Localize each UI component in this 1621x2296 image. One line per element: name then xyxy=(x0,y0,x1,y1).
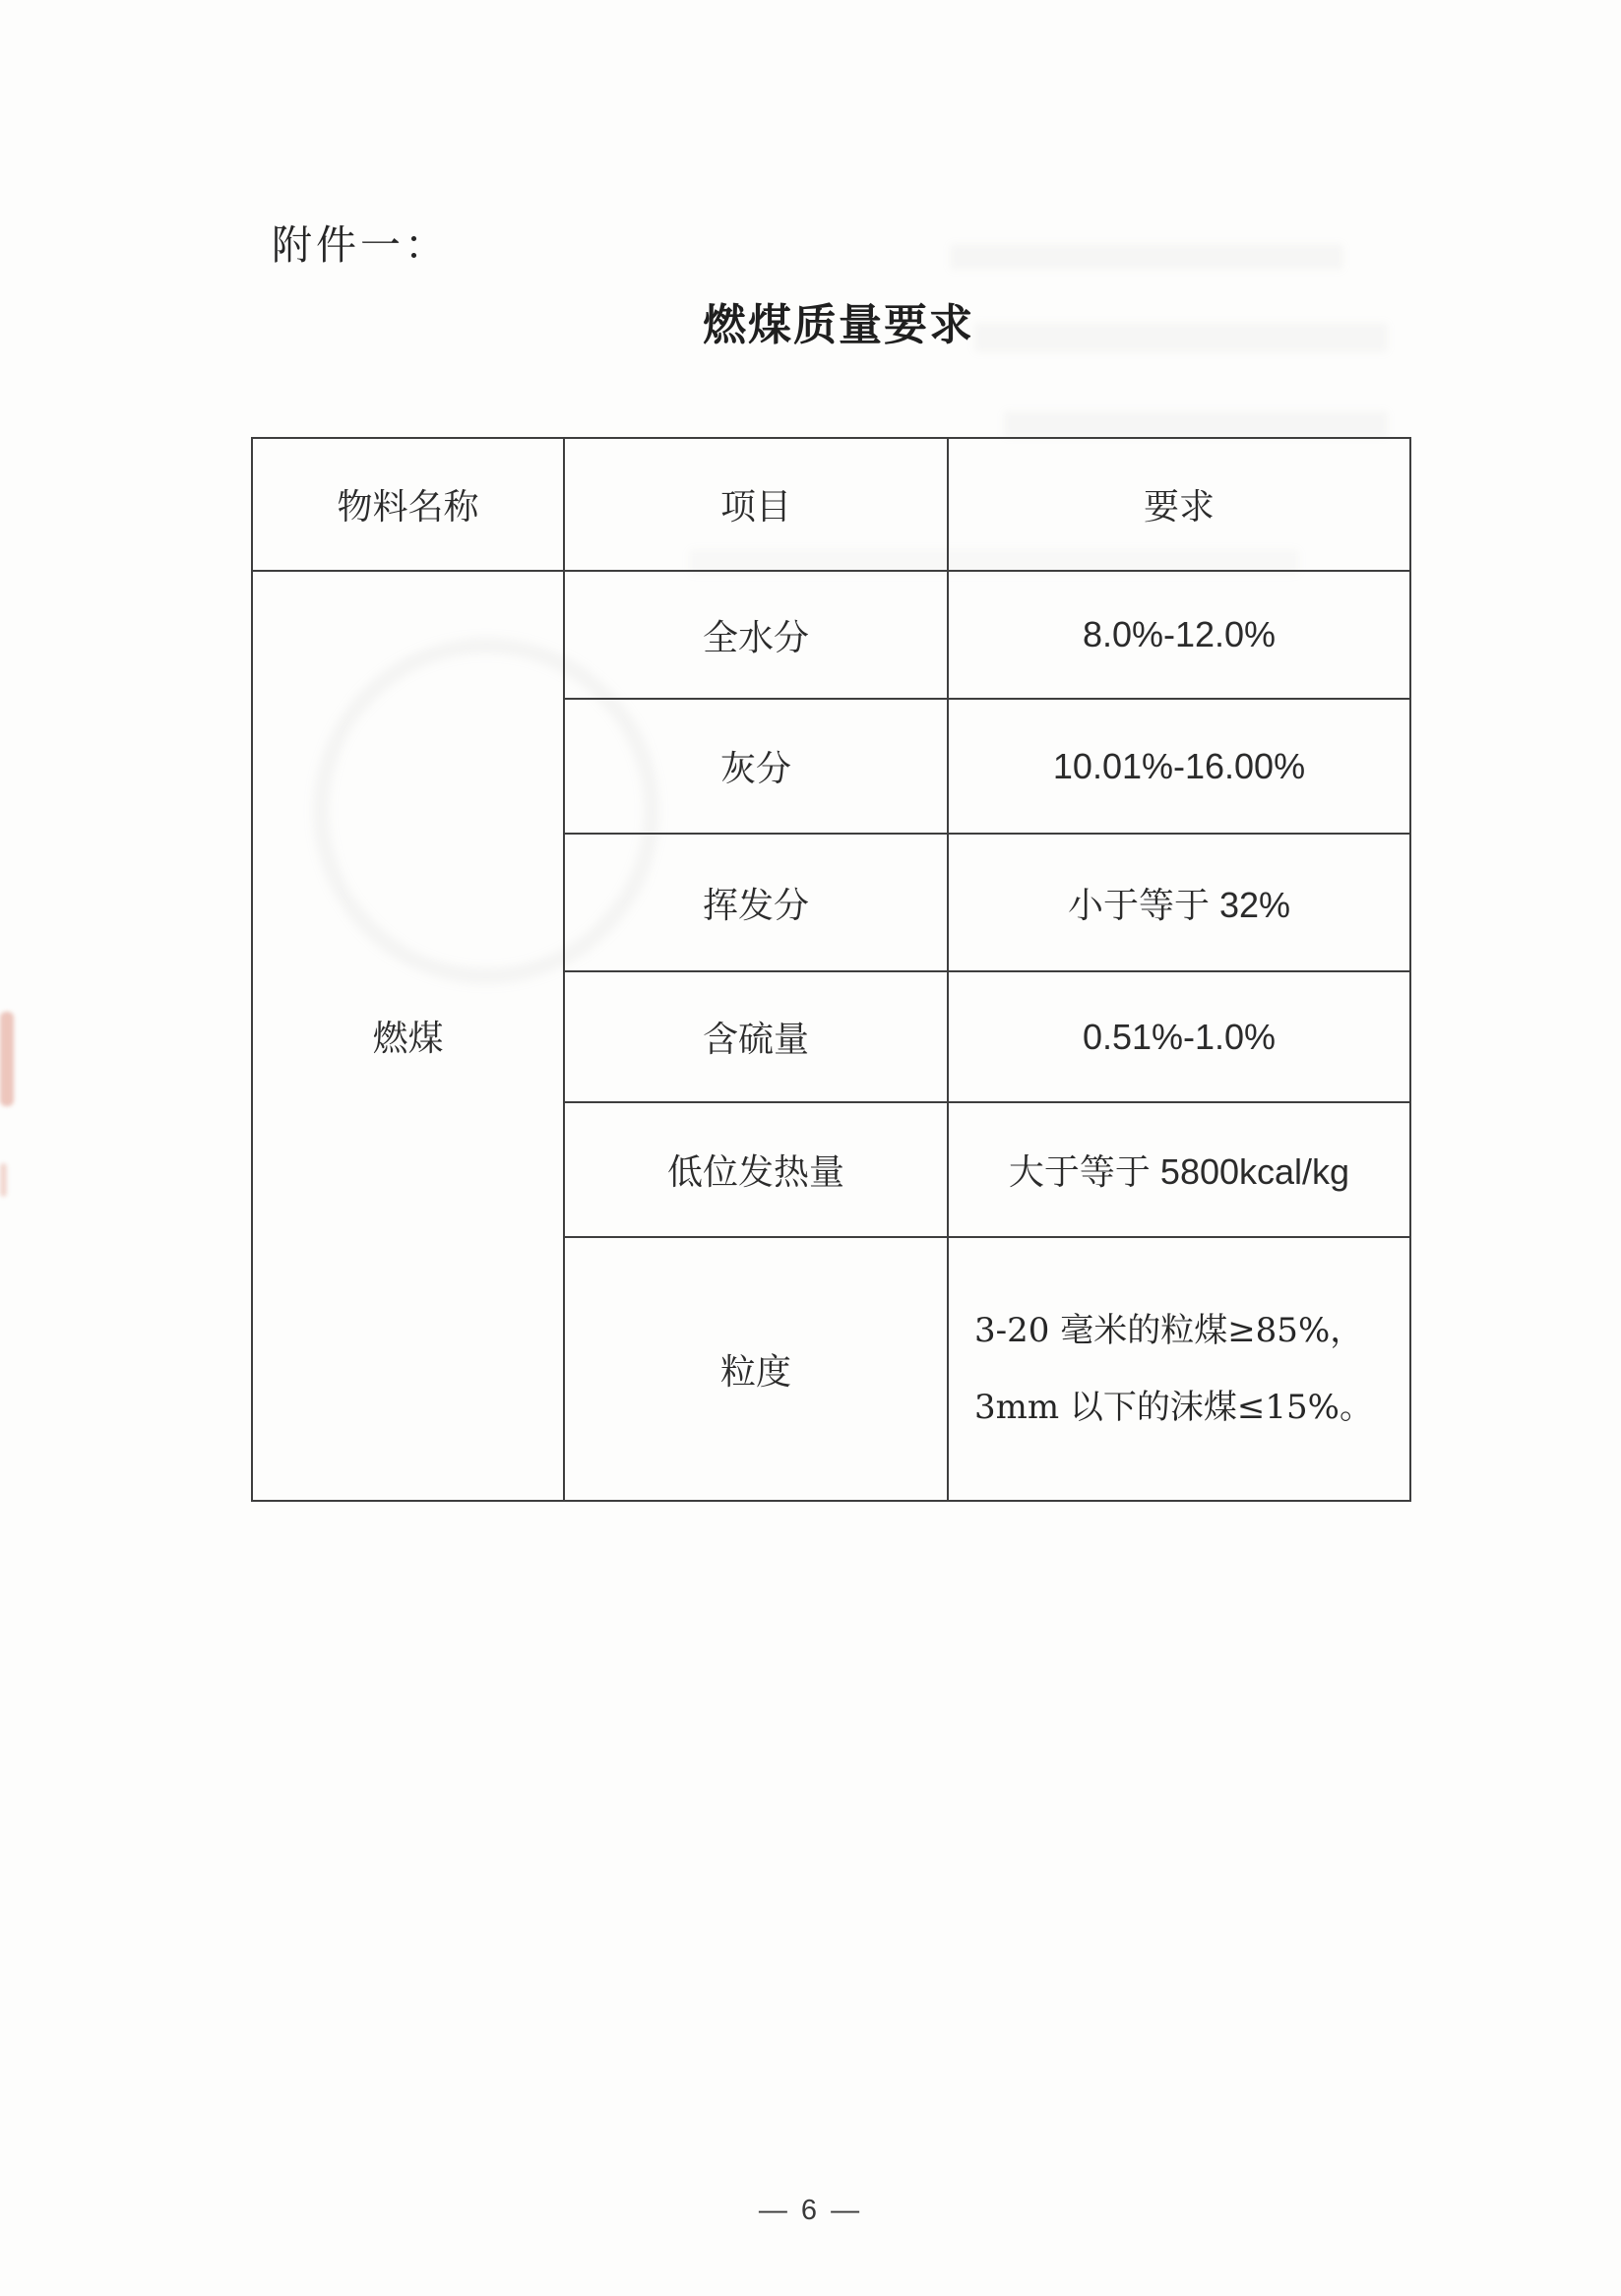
requirement-cell: 小于等于 32% xyxy=(948,834,1410,971)
item-cell: 含硫量 xyxy=(564,971,948,1102)
coal-quality-table xyxy=(251,437,1411,1502)
item-cell: 挥发分 xyxy=(564,834,948,971)
attachment-label: 附件一： xyxy=(272,222,449,268)
header-cell-item: 项目 xyxy=(564,438,948,571)
requirement-cell: 8.0%-12.0% xyxy=(948,571,1410,699)
item-cell: 粒度 xyxy=(564,1237,948,1501)
material-name-cell: 燃煤 xyxy=(252,571,564,1501)
table-header-row xyxy=(252,438,1410,571)
red-ink-smudge xyxy=(0,1012,14,1106)
requirement-cell: 大于等于 5800kcal/kg xyxy=(948,1102,1410,1237)
item-cell: 灰分 xyxy=(564,699,948,834)
requirement-line-2: 3mm 以下的沫煤≤15%。 xyxy=(974,1388,1373,1427)
page-title: 燃煤质量要求 xyxy=(703,301,974,349)
requirement-cell xyxy=(948,1237,1410,1501)
requirement-cell: 0.51%-1.0% xyxy=(948,971,1410,1102)
header-cell-material: 物料名称 xyxy=(252,438,564,571)
header-cell-requirement: 要求 xyxy=(948,438,1410,571)
item-cell: 低位发热量 xyxy=(564,1102,948,1237)
table-row xyxy=(252,571,1410,699)
requirement-line-1: 3-20 毫米的粒煤≥85%， xyxy=(974,1310,1364,1350)
bleedthrough-mark xyxy=(950,244,1343,270)
bleedthrough-mark xyxy=(1004,411,1388,437)
item-cell: 全水分 xyxy=(564,571,948,699)
red-ink-smudge xyxy=(0,1163,7,1197)
page-number: — 6 — xyxy=(758,2195,863,2226)
requirement-cell: 10.01%-16.00% xyxy=(948,699,1410,834)
